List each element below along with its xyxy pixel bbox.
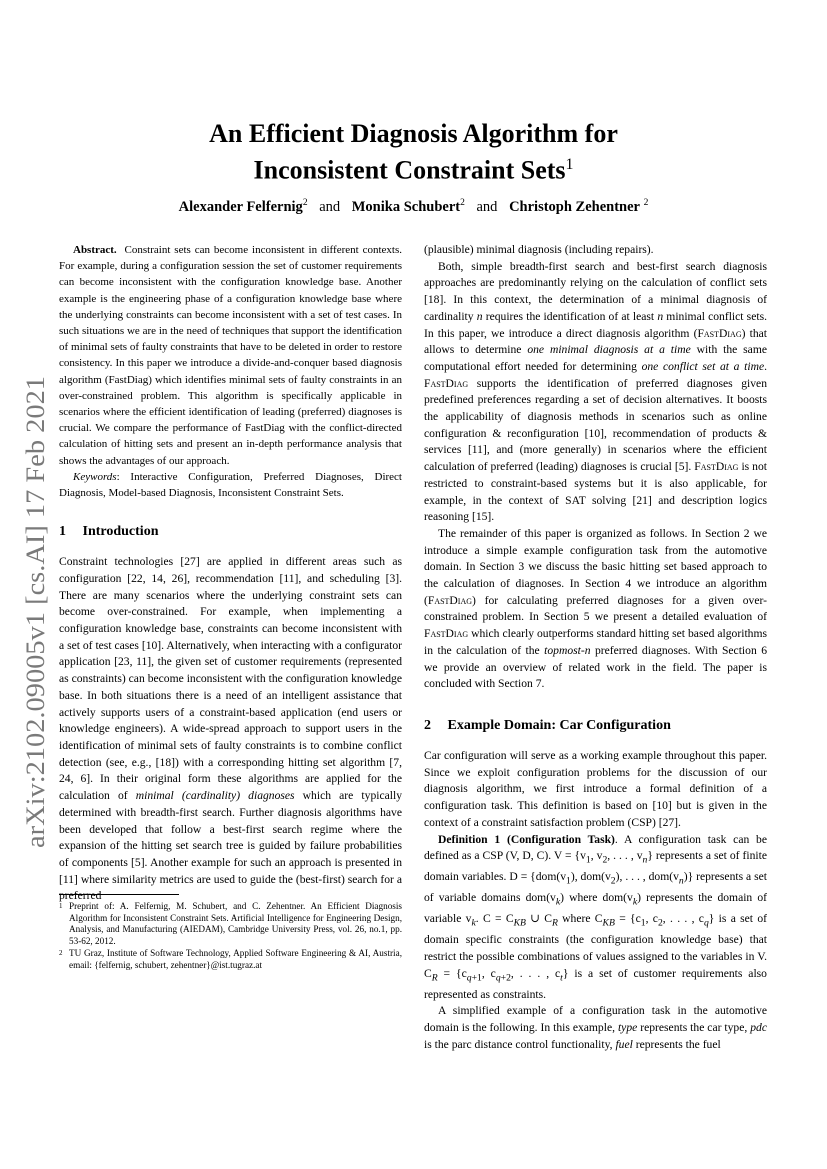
author-affiliation-mark: 2 bbox=[643, 198, 649, 208]
intro-paragraph-3: The remainder of this paper is organized as follows. In Section 2 we introduce a simple example configuration task from the automotive domain. In Section 3 we discuss the basic hitting set based approach to the calculation of diagnoses. In Section 4 we introduce an algorithm (FastDiag) for calculating preferred diagnoses for a given over-constrained problem. In Section 5 we present a detailed evaluation of FastDiag which clearly outperforms standard hitting set based algorithms in the calculation of the topmost-n preferred diagnoses. With Section 6 we provide an overview of related work in the field. The paper is concluded with Section 7. bbox=[424, 526, 767, 691]
footnote: 2 TU Graz, Institute of Software Technology, Applied Software Engineering & AI, Austria, email: {felfernig, schubert, zehentner}@ist.tugraz.at bbox=[59, 948, 402, 970]
arxiv-id-text: arXiv:2102.09005v1 [cs.AI] 17 Feb 2021 bbox=[21, 416, 50, 848]
author-affiliation-mark: 2 bbox=[302, 198, 308, 208]
section-number: 1 bbox=[59, 524, 66, 540]
keywords-text: : Interactive Configuration, Preferred Diagnoses, Direct Diagnosis, Model-based Diagnosis, Inconsistent Constraint Sets. bbox=[59, 470, 402, 500]
right-column bbox=[424, 242, 767, 1054]
title-footnote-mark: 1 bbox=[565, 156, 574, 173]
section2-paragraph-1: Car configuration will serve as a working example throughout this paper. Since we exploit configuration problems for the discussion of our diagnosis algorithm, we first introduce a formal definition of a configuration task. This definition is based on [10] but is given in the context of a constraint satisfaction problem (CSP) [27]. bbox=[424, 748, 767, 829]
intro-paragraph-1-continued: (plausible) minimal diagnosis (including repairs). bbox=[424, 243, 654, 256]
footnote: 1 Preprint of: A. Felfernig, M. Schubert, and C. Zehentner. An Efficient Diagnosis Algorithm for Inconsistent Constraint Sets. Artificial Intelligence for Engineering Design, Analysis, and Manufacturing (AIEDAM), Cambridge University Press, vol. 26, no.1, pp. 53-62, 2012. bbox=[59, 901, 402, 946]
section2-paragraph-3: A simplified example of a configuration task in the automotive domain is the following. In this example, type represents the car type, pdc is the parc distance control functionality, fuel represents the fuel bbox=[424, 1004, 767, 1051]
footnote-rule bbox=[59, 894, 179, 895]
section-heading-introduction bbox=[59, 523, 402, 541]
title-line-2: Inconsistent Constraint Sets$^1$ bbox=[253, 155, 574, 185]
algorithm-name: FastDiag bbox=[424, 376, 469, 390]
title-line-1: An Efficient Diagnosis Algorithm for bbox=[209, 119, 618, 148]
author-name: Christoph Zehentner bbox=[509, 198, 640, 215]
definition-1: Definition 1 (Configuration Task). A configuration task can be defined as a CSP (V, D, C). $V = \{v_1$, $v_2$, . . . , $v_n$} represents a set of finite domain variables. $D = \{dom(v_1)$, $dom(v_2)$, . . . , $dom(v_n)$} represents a set of variable domains $dom(v_k)$ where $dom(v_k)$ represents the domain of variable $v_k$. $C = C_{KB}$ ∪ $C_R$ where $C_{KB} = \{c_1$, $c_2$, . . . , $c_q$} is a set of domain specific constraints (the configuration knowledge base) that restrict the possible combinations of values assigned to the variables in V. $C_R = \{c_{q+1}$, $c_{q+2}$, . . . , $c_t$} is a set of customer requirements also represented as constraints. bbox=[424, 832, 767, 1001]
intro-paragraph-1: Constraint technologies [27] are applied in different areas such as configuration [22, 14, 26], recommendation [11], and scheduling [3]. There are many scenarios where the underlying constraint sets can become over-constrained. For example, when implementing a configuration knowledge base, constraints can become inconsistent with a set of test cases [10]. Alternatively, when interacting with a configurator application [23, 11], the given set of customer requirements (represented as constraints) can become inconsistent with the configuration knowledge base. In both situations there is a need of an intelligent assistance that actively supports users of a constraint-based application (end users or knowledge engineers). A wide-spread approach to support users in the identification of minimal sets of faulty constraints is to combine conflict detection (see, e.g., [18]) with a corresponding hitting set algorithm [7, 24, 6]. In their original form these algorithms are applied for the calculation of minimal (cardinality) diagnoses which are typically determined with breadth-first search. Further diagnosis algorithms have been developed that follow a best-first search regime where the expansion of the hitting set search tree is guided by failure probabilities of components [5]. Another example for such an approach is presented in [11] where similarity metrics are used to guide the (best-first) search for a preferred bbox=[59, 555, 402, 903]
section-title: Example Domain: Car Configuration bbox=[447, 717, 671, 733]
definition-label: Definition 1 (Configuration Task) bbox=[438, 832, 615, 846]
footnotes bbox=[59, 894, 402, 973]
author-name: Alexander Felfernig bbox=[178, 198, 303, 215]
author-separator: and bbox=[319, 198, 341, 215]
algorithm-name: FastDiag bbox=[694, 460, 739, 474]
intro-paragraph-2: Both, simple breadth-first search and best-first search diagnosis approaches are predominantly relying on the calculation of conflict sets [18]. In this context, the determination of a minimal diagnosis of cardinality n requires the identification of at least n minimal conflict sets. In this paper, we introduce a direct diagnosis algorithm (FastDiag) that allows to determine one minimal diagnosis at a time with the same computational effort needed for determining one conflict set at a time. FastDiag supports the identification of preferred diagnoses given predefined preferences regarding a set of decision alternatives. It boosts the applicability of diagnosis methods in scenarios such as online configuration & reconfiguration [10], recommendation of products & services [11], and (more generally) in scenarios where the efficient calculation of preferred (leading) diagnoses is crucial [5]. FastDiag is not restricted to constraint-based systems but it is also applicable, for example, in the context of SAT solving [21] and description logics reasoning [15]. bbox=[424, 259, 767, 524]
author-list bbox=[80, 193, 747, 217]
keywords bbox=[59, 469, 402, 501]
paper-title bbox=[100, 118, 727, 186]
keywords-label: Keywords bbox=[73, 470, 117, 483]
arxiv-identifier-stamp bbox=[14, 372, 56, 852]
section-title: Introduction bbox=[82, 524, 159, 540]
author-separator: and bbox=[476, 198, 498, 215]
algorithm-name: FastDiag bbox=[427, 593, 473, 607]
algorithm-name: FastDiag bbox=[424, 627, 469, 641]
algorithm-name: FastDiag bbox=[697, 326, 742, 340]
section-number: 2 bbox=[424, 717, 431, 733]
abstract bbox=[59, 242, 402, 469]
author-affiliation-mark: 2 bbox=[460, 198, 465, 208]
section-heading-example-domain bbox=[424, 717, 767, 735]
abstract-label: Abstract. bbox=[73, 244, 117, 256]
abstract-text: Constraint sets can become inconsistent in different contexts. For example, during a configuration session the set of customer requirements can become inconsistent with the configuration knowledge base. Another example is the engineering phase of a configuration knowledge base where the underlying constraints can become inconsistent with a set of test cases. In such situations we are in the need of techniques that support the identification of minimal sets of faulty constraints that have to be deleted in order to restore consistency. In this paper we introduce a divide-and-conquer based diagnosis algorithm (FastDiag) which identifies minimal sets of faulty constraints in an over-constrained problem. This algorithm is specifically applicable in scenarios where the efficient identification of leading (preferred) diagnoses is crucial. We compare the performance of FastDiag with the conflict-directed calculation of hitting sets and present an in-depth performance analysis that shows the advantages of our approach. bbox=[59, 244, 403, 467]
left-column bbox=[59, 242, 402, 905]
emphasis-text: minimal (cardinality) diagnoses bbox=[135, 789, 295, 803]
author-name: Monika Schubert bbox=[351, 198, 461, 215]
